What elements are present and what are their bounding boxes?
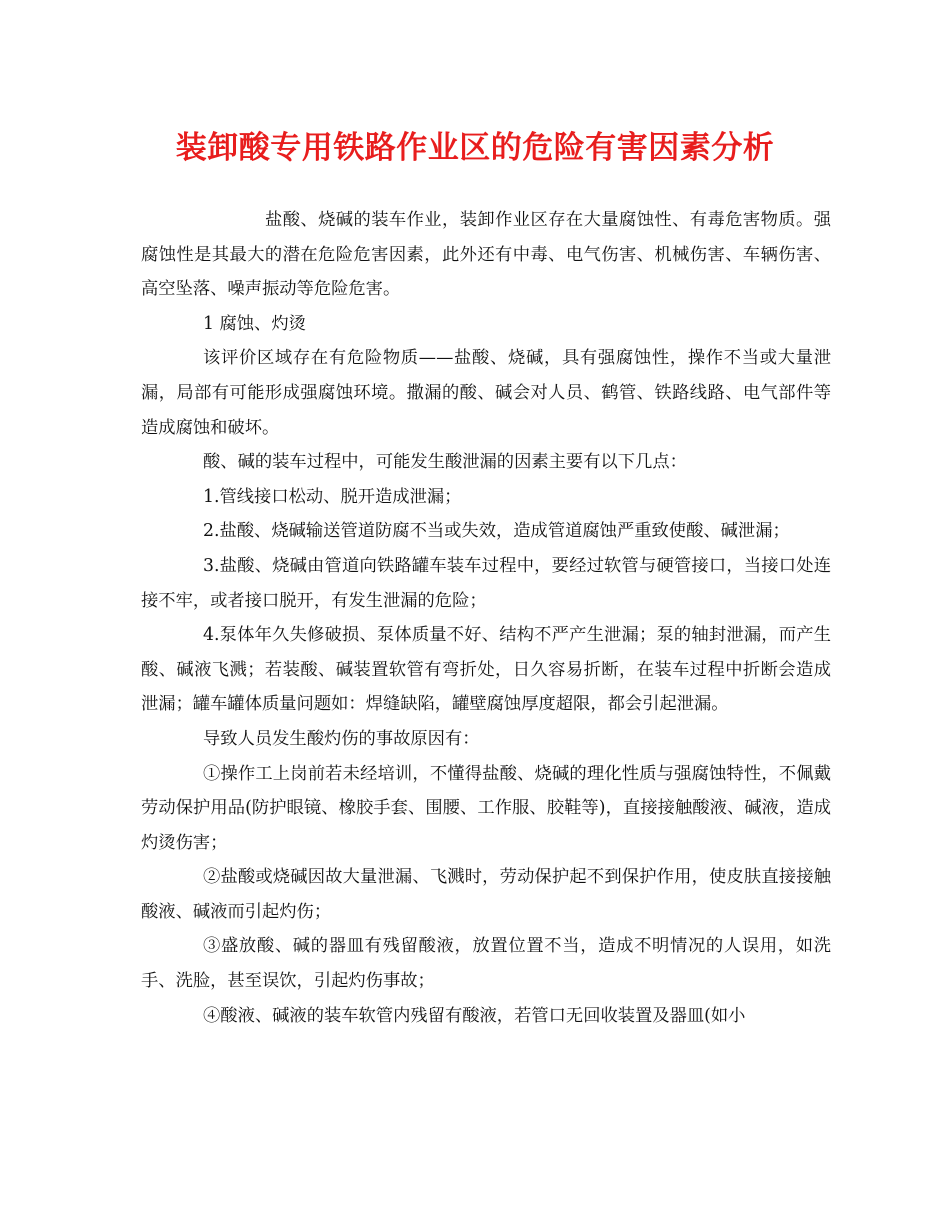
paragraph: 该评价区域存在有危险物质——盐酸、烧碱，具有强腐蚀性，操作不当或大量泄漏，局部有可能形成强腐蚀环境。撒漏的酸、碱会对人员、鹤管、铁路线路、电气部件等造成腐蚀和破坏。 bbox=[141, 348, 831, 438]
list-item: 3.盐酸、烧碱由管道向铁路罐车装车过程中，要经过软管与硬管接口，当接口处连接不牢，或者接口脱开，有发生泄漏的危险； bbox=[141, 555, 831, 611]
list-item: 1.管线接口松动、脱开造成泄漏； bbox=[203, 486, 462, 507]
paragraph: 导致人员发生酸灼伤的事故原因有： bbox=[203, 728, 480, 749]
list-item: ①操作工上岗前若未经培训，不懂得盐酸、烧碱的理化性质与强腐蚀特性，不佩戴劳动保护用品(防护眼镜、橡胶手套、围腰、工作服、胶鞋等)，直接接触酸液、碱液，造成灼烫伤害； bbox=[141, 763, 831, 853]
list-item: 4.泵体年久失修破损、泵体质量不好、结构不严产生泄漏；泵的轴封泄漏，而产生酸、碱液飞溅；若装酸、碱装置软管有弯折处，日久容易折断，在装车过程中折断会造成泄漏；罐车罐体质量问题如：焊缝缺陷，罐壁腐蚀厚度超限，都会引起泄漏。 bbox=[141, 625, 831, 715]
list-item: ④酸液、碱液的装车软管内残留有酸液，若管口无回收装置及器皿(如小 bbox=[203, 1005, 746, 1026]
paragraph: 酸、碱的装车过程中，可能发生酸泄漏的因素主要有以下几点： bbox=[203, 452, 687, 473]
paragraph-intro: 盐酸、烧碱的装车作业，装卸作业区存在大量腐蚀性、有毒危害物质。强腐蚀性是其最大的潜在危险危害因素，此外还有中毒、电气伤害、机械伤害、车辆伤害、高空坠落、噪声振动等危险危害。 bbox=[141, 210, 831, 300]
document-title: 装卸酸专用铁路作业区的危险有害因素分析 bbox=[175, 130, 775, 166]
list-item: 2.盐酸、烧碱输送管道防腐不当或失效，造成管道腐蚀严重致使酸、碱泄漏； bbox=[203, 521, 790, 542]
list-item: ②盐酸或烧碱因故大量泄漏、飞溅时，劳动保护起不到保护作用，使皮肤直接接触酸液、碱液而引起灼伤； bbox=[141, 867, 831, 922]
list-item: ③盛放酸、碱的器皿有残留酸液，放置位置不当，造成不明情况的人误用，如洗手、洗脸，甚至误饮，引起灼伤事故； bbox=[141, 936, 831, 992]
section-heading: 1 腐蚀、灼烫 bbox=[203, 313, 306, 334]
document-body bbox=[141, 203, 831, 1033]
